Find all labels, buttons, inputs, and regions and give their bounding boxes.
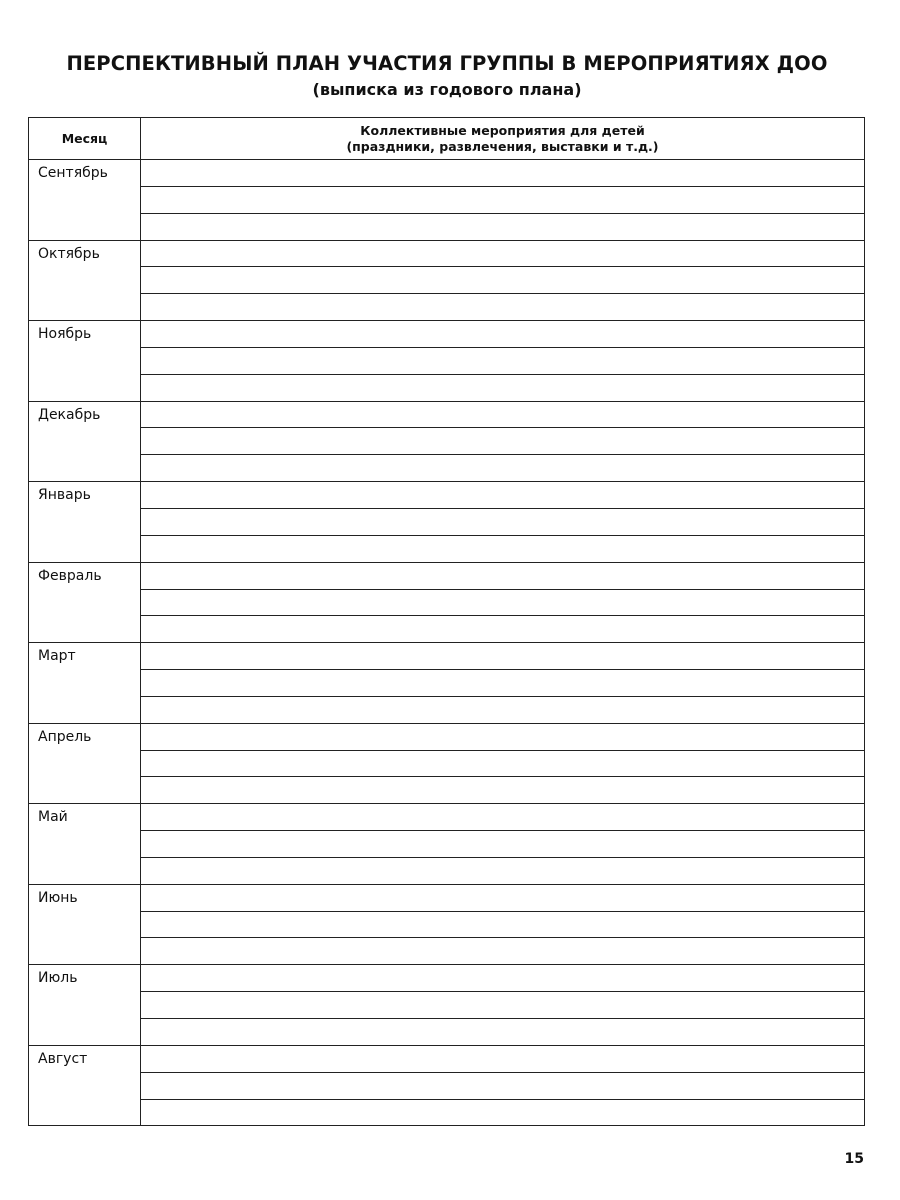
event-entry-cell[interactable] — [141, 267, 865, 294]
table-row — [29, 535, 865, 562]
event-entry-cell[interactable] — [141, 374, 865, 401]
event-entry-cell[interactable] — [141, 240, 865, 267]
page-number: 15 — [844, 1151, 864, 1167]
event-entry-cell[interactable] — [141, 670, 865, 697]
table-row — [29, 482, 865, 509]
table-row — [29, 294, 865, 321]
event-entry-cell[interactable] — [141, 1019, 865, 1046]
month-cell: Октябрь — [29, 240, 141, 321]
table-row — [29, 213, 865, 240]
table-row — [29, 160, 865, 187]
event-entry-cell[interactable] — [141, 401, 865, 428]
event-entry-cell[interactable] — [141, 616, 865, 643]
plan-table — [28, 117, 865, 1126]
table-row — [29, 240, 865, 267]
table-row — [29, 321, 865, 348]
event-entry-cell[interactable] — [141, 804, 865, 831]
event-entry-cell[interactable] — [141, 750, 865, 777]
event-entry-cell[interactable] — [141, 186, 865, 213]
event-entry-cell[interactable] — [141, 347, 865, 374]
table-row — [29, 267, 865, 294]
event-entry-cell[interactable] — [141, 643, 865, 670]
table-row — [29, 777, 865, 804]
table-row — [29, 508, 865, 535]
table-row — [29, 1019, 865, 1046]
table-row — [29, 616, 865, 643]
event-entry-cell[interactable] — [141, 777, 865, 804]
month-cell: Июнь — [29, 884, 141, 965]
month-cell: Февраль — [29, 562, 141, 643]
month-cell: Январь — [29, 482, 141, 563]
page-title: ПЕРСПЕКТИВНЫЙ ПЛАН УЧАСТИЯ ГРУППЫ В МЕРОПРИЯТИЯХ ДОО — [66, 52, 828, 75]
table-row — [29, 750, 865, 777]
event-entry-cell[interactable] — [141, 857, 865, 884]
event-entry-cell[interactable] — [141, 723, 865, 750]
table-row — [29, 401, 865, 428]
table-row — [29, 723, 865, 750]
table-body — [29, 160, 865, 1126]
event-entry-cell[interactable] — [141, 884, 865, 911]
table-row — [29, 1072, 865, 1099]
table-row — [29, 884, 865, 911]
table-row — [29, 347, 865, 374]
header-events-title: Коллективные мероприятия для детей — [360, 122, 645, 138]
table-row — [29, 589, 865, 616]
table-row — [29, 992, 865, 1019]
event-entry-cell[interactable] — [141, 965, 865, 992]
table-row — [29, 804, 865, 831]
event-entry-cell[interactable] — [141, 562, 865, 589]
table-row — [29, 965, 865, 992]
header-events — [141, 118, 865, 160]
event-entry-cell[interactable] — [141, 831, 865, 858]
event-entry-cell[interactable] — [141, 508, 865, 535]
event-entry-cell[interactable] — [141, 482, 865, 509]
month-cell: Август — [29, 1045, 141, 1126]
table-row — [29, 696, 865, 723]
event-entry-cell[interactable] — [141, 1045, 865, 1072]
month-cell: Сентябрь — [29, 160, 141, 241]
event-entry-cell[interactable] — [141, 696, 865, 723]
event-entry-cell[interactable] — [141, 428, 865, 455]
month-cell: Май — [29, 804, 141, 885]
table-row — [29, 1099, 865, 1126]
month-cell: Июль — [29, 965, 141, 1046]
page-subtitle: (выписка из годового плана) — [312, 80, 582, 99]
event-entry-cell[interactable] — [141, 992, 865, 1019]
event-entry-cell[interactable] — [141, 911, 865, 938]
table-row — [29, 670, 865, 697]
table-row — [29, 186, 865, 213]
event-entry-cell[interactable] — [141, 1099, 865, 1126]
table-row — [29, 911, 865, 938]
table-row — [29, 857, 865, 884]
event-entry-cell[interactable] — [141, 294, 865, 321]
event-entry-cell[interactable] — [141, 321, 865, 348]
table-header-row — [29, 118, 865, 160]
month-cell: Декабрь — [29, 401, 141, 482]
event-entry-cell[interactable] — [141, 160, 865, 187]
event-entry-cell[interactable] — [141, 455, 865, 482]
header-events-note: (праздники, развлечения, выставки и т.д.) — [346, 138, 659, 154]
table-row — [29, 455, 865, 482]
table-row — [29, 1045, 865, 1072]
month-cell: Ноябрь — [29, 321, 141, 402]
event-entry-cell[interactable] — [141, 535, 865, 562]
table-row — [29, 562, 865, 589]
event-entry-cell[interactable] — [141, 938, 865, 965]
table-row — [29, 938, 865, 965]
event-entry-cell[interactable] — [141, 213, 865, 240]
table-row — [29, 428, 865, 455]
table-row — [29, 831, 865, 858]
table-row — [29, 374, 865, 401]
header-month: Месяц — [29, 118, 141, 160]
event-entry-cell[interactable] — [141, 1072, 865, 1099]
month-cell: Апрель — [29, 723, 141, 804]
event-entry-cell[interactable] — [141, 589, 865, 616]
table-row — [29, 643, 865, 670]
month-cell: Март — [29, 643, 141, 724]
